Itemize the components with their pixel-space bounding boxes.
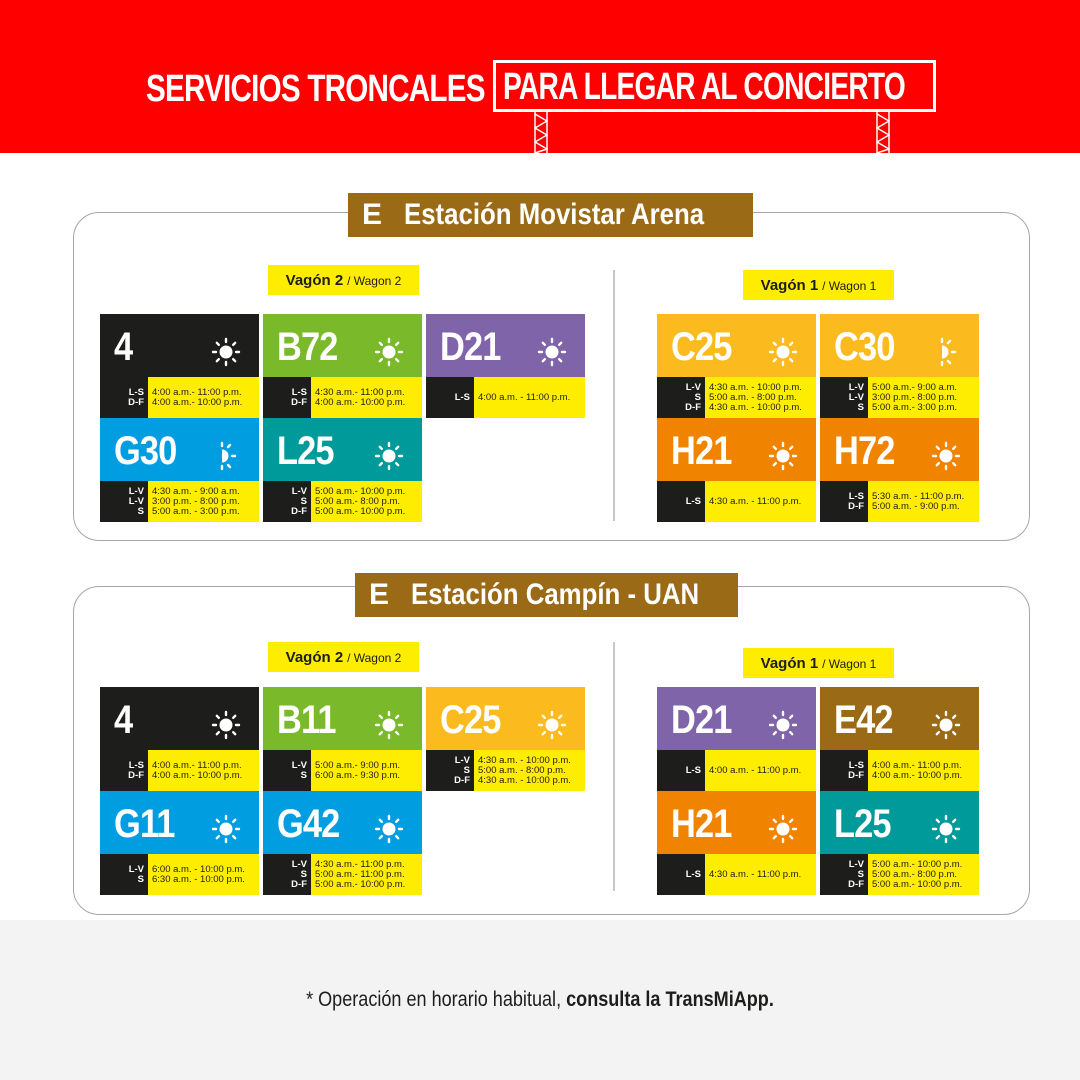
schedule-times bbox=[868, 481, 979, 522]
time-range: 5:00 a.m. - 3:00 p.m. bbox=[152, 505, 240, 517]
sun-icon bbox=[537, 337, 567, 367]
time-range: 5:00 a.m.- 10:00 p.m. bbox=[315, 878, 406, 890]
day-range: D-F bbox=[685, 401, 701, 413]
day-range: L-V bbox=[291, 485, 307, 497]
route-tile-h72 bbox=[820, 418, 979, 522]
route-code: G42 bbox=[277, 802, 340, 846]
time-range: 4:00 a.m.- 11:00 p.m. bbox=[872, 759, 962, 771]
day-range: L-S bbox=[128, 386, 144, 398]
footer-note-regular: * Operación en horario habitual, bbox=[306, 988, 562, 1011]
day-range: D-F bbox=[848, 769, 864, 781]
time-range: 4:30 a.m. - 10:00 p.m. bbox=[478, 774, 571, 786]
day-range: S bbox=[300, 769, 307, 781]
day-range: L-V bbox=[454, 754, 470, 766]
time-range: 5:00 a.m. - 8:00 p.m. bbox=[709, 391, 797, 403]
time-range: 4:00 a.m. - 11:00 p.m. bbox=[709, 764, 802, 776]
route-tile-d21 bbox=[657, 687, 816, 791]
route-tile-b72 bbox=[263, 314, 422, 418]
sun-icon bbox=[931, 814, 961, 844]
sun-icon bbox=[211, 337, 241, 367]
schedule-days bbox=[263, 854, 311, 895]
station-banner bbox=[355, 573, 738, 617]
route-header bbox=[820, 418, 979, 481]
schedule-days bbox=[263, 377, 311, 418]
schedule-times bbox=[868, 377, 979, 418]
time-range: 4:30 a.m. - 11:00 p.m. bbox=[709, 495, 802, 507]
wagon-label-light: / Wagon 2 bbox=[347, 651, 402, 665]
day-range: L-V bbox=[128, 863, 144, 875]
day-range: L-S bbox=[454, 391, 470, 403]
day-range: L-S bbox=[848, 490, 864, 502]
schedule-days bbox=[100, 854, 148, 895]
wagon-label bbox=[268, 642, 419, 672]
schedule-days bbox=[100, 750, 148, 791]
day-range: L-S bbox=[291, 386, 307, 398]
route-code: 4 bbox=[114, 325, 133, 369]
route-tile-h21 bbox=[657, 791, 816, 895]
day-range: L-S bbox=[848, 759, 864, 771]
schedule-times bbox=[474, 750, 585, 791]
time-range: 3:00 p.m.- 8:00 p.m. bbox=[872, 391, 958, 403]
sun-icon bbox=[211, 814, 241, 844]
time-range: 4:00 a.m.- 10:00 p.m. bbox=[152, 396, 243, 408]
station-code: E bbox=[369, 578, 390, 611]
schedule-times bbox=[311, 481, 422, 522]
time-range: 5:00 a.m.- 3:00 p.m. bbox=[872, 401, 958, 413]
schedule-days bbox=[657, 750, 705, 791]
route-header bbox=[657, 314, 816, 377]
schedule-days bbox=[657, 481, 705, 522]
route-code: H21 bbox=[671, 802, 732, 846]
time-range: 4:30 a.m.- 11:00 p.m. bbox=[315, 858, 405, 870]
sun-icon bbox=[931, 441, 961, 471]
day-range: L-V bbox=[291, 858, 307, 870]
time-range: 5:00 a.m.- 10:00 p.m. bbox=[872, 858, 963, 870]
header-banner bbox=[0, 0, 1080, 153]
footer-note bbox=[0, 988, 1080, 1012]
schedule-days bbox=[263, 481, 311, 522]
route-schedule bbox=[657, 854, 816, 895]
route-code: C25 bbox=[440, 698, 501, 742]
route-schedule bbox=[426, 377, 585, 418]
schedule-times bbox=[311, 750, 422, 791]
sun-icon bbox=[537, 710, 567, 740]
time-range: 4:00 a.m.- 11:00 p.m. bbox=[152, 386, 242, 398]
route-schedule bbox=[820, 854, 979, 895]
time-range: 6:00 a.m. - 10:00 p.m. bbox=[152, 863, 245, 875]
station-name: Estación Movistar Arena bbox=[404, 198, 705, 231]
truss-icon bbox=[876, 112, 890, 153]
schedule-days bbox=[657, 854, 705, 895]
wagon-label-bold: Vagón 1 bbox=[760, 277, 819, 294]
time-range: 5:30 a.m. - 11:00 p.m. bbox=[872, 490, 965, 502]
route-code: G30 bbox=[114, 429, 177, 473]
schedule-days bbox=[426, 377, 474, 418]
day-range: L-S bbox=[685, 764, 701, 776]
time-range: 5:00 a.m.- 11:00 p.m. bbox=[315, 868, 405, 880]
station-name: Estación Campín - UAN bbox=[411, 578, 700, 611]
time-range: 5:00 a.m. - 8:00 p.m. bbox=[478, 764, 566, 776]
schedule-times bbox=[311, 377, 422, 418]
day-range: S bbox=[857, 401, 864, 413]
time-range: 6:00 a.m.- 9:30 p.m. bbox=[315, 769, 401, 781]
route-tile-c25 bbox=[426, 687, 585, 791]
time-range: 5:00 a.m.- 10:00 p.m. bbox=[315, 505, 406, 517]
day-range: S bbox=[300, 868, 307, 880]
route-header bbox=[263, 314, 422, 377]
route-tile-l25 bbox=[820, 791, 979, 895]
sun-icon bbox=[374, 814, 404, 844]
wagon-label-bold: Vagón 2 bbox=[285, 649, 344, 666]
day-range: L-V bbox=[685, 381, 701, 393]
route-tile-c30 bbox=[820, 314, 979, 418]
header-title-left: SERVICIOS TRONCALES bbox=[146, 68, 485, 110]
schedule-days bbox=[100, 481, 148, 522]
day-range: L-S bbox=[685, 495, 701, 507]
route-schedule bbox=[263, 481, 422, 522]
wagon-label bbox=[743, 270, 894, 300]
route-code: C25 bbox=[671, 325, 732, 369]
route-tile-4 bbox=[100, 687, 259, 791]
day-range: S bbox=[463, 764, 470, 776]
day-range: D-F bbox=[291, 505, 307, 517]
schedule-times bbox=[148, 377, 259, 418]
schedule-days bbox=[820, 481, 868, 522]
day-range: D-F bbox=[848, 878, 864, 890]
time-range: 4:30 a.m. - 9:00 a.m. bbox=[152, 485, 240, 497]
day-range: L-V bbox=[291, 759, 307, 771]
day-range: L-V bbox=[848, 381, 864, 393]
schedule-times bbox=[868, 854, 979, 895]
route-schedule bbox=[263, 750, 422, 791]
route-tile-g42 bbox=[263, 791, 422, 895]
route-schedule bbox=[657, 750, 816, 791]
route-schedule bbox=[657, 481, 816, 522]
day-range: L-S bbox=[685, 868, 701, 880]
route-header bbox=[100, 791, 259, 854]
schedule-days bbox=[820, 854, 868, 895]
route-schedule bbox=[426, 750, 585, 791]
station-code: E bbox=[362, 198, 383, 231]
time-range: 5:00 a.m.- 8:00 p.m. bbox=[872, 868, 958, 880]
route-code: C30 bbox=[834, 325, 895, 369]
time-range: 5:00 a.m.- 9:00 p.m. bbox=[315, 759, 401, 771]
schedule-times bbox=[868, 750, 979, 791]
day-range: D-F bbox=[128, 396, 144, 408]
time-range: 4:30 a.m. - 10:00 p.m. bbox=[709, 381, 802, 393]
schedule-days bbox=[426, 750, 474, 791]
route-tile-g30 bbox=[100, 418, 259, 522]
route-header bbox=[100, 687, 259, 750]
time-range: 3:00 p.m. - 8:00 p.m. bbox=[152, 495, 240, 507]
sun-icon bbox=[768, 710, 798, 740]
sun-icon bbox=[374, 441, 404, 471]
sun-icon bbox=[931, 710, 961, 740]
sun-icon bbox=[768, 441, 798, 471]
schedule-times bbox=[148, 481, 259, 522]
half-sun-icon bbox=[931, 337, 961, 367]
sun-icon bbox=[768, 337, 798, 367]
time-range: 4:00 a.m.- 10:00 p.m. bbox=[315, 396, 406, 408]
day-range: D-F bbox=[291, 878, 307, 890]
route-header bbox=[657, 687, 816, 750]
day-range: D-F bbox=[848, 500, 864, 512]
day-range: L-V bbox=[848, 391, 864, 403]
footer-note-bold: consulta la TransMiApp. bbox=[566, 988, 774, 1011]
schedule-days bbox=[820, 750, 868, 791]
time-range: 5:00 a.m.- 9:00 a.m. bbox=[872, 381, 958, 393]
route-schedule bbox=[657, 377, 816, 418]
wagon-divider bbox=[613, 642, 615, 891]
day-range: S bbox=[694, 391, 701, 403]
time-range: 4:30 a.m. - 10:00 p.m. bbox=[709, 401, 802, 413]
route-tile-c25 bbox=[657, 314, 816, 418]
route-schedule bbox=[820, 750, 979, 791]
day-range: S bbox=[300, 495, 307, 507]
day-range: L-V bbox=[128, 485, 144, 497]
schedule-days bbox=[263, 750, 311, 791]
wagon-label-light: / Wagon 1 bbox=[822, 657, 877, 671]
schedule-times bbox=[148, 750, 259, 791]
route-tile-h21 bbox=[657, 418, 816, 522]
route-schedule bbox=[100, 377, 259, 418]
route-header bbox=[426, 687, 585, 750]
day-range: L-V bbox=[128, 495, 144, 507]
route-header bbox=[820, 687, 979, 750]
time-range: 5:00 a.m.- 10:00 p.m. bbox=[872, 878, 963, 890]
time-range: 4:30 a.m. - 10:00 p.m. bbox=[478, 754, 571, 766]
day-range: D-F bbox=[128, 769, 144, 781]
station-banner bbox=[348, 193, 753, 237]
day-range: L-V bbox=[848, 858, 864, 870]
route-schedule bbox=[820, 481, 979, 522]
route-code: G11 bbox=[114, 802, 175, 846]
sun-icon bbox=[374, 710, 404, 740]
time-range: 5:00 a.m. - 9:00 p.m. bbox=[872, 500, 960, 512]
route-tile-l25 bbox=[263, 418, 422, 522]
route-header bbox=[426, 314, 585, 377]
route-schedule bbox=[100, 750, 259, 791]
route-code: L25 bbox=[834, 802, 891, 846]
route-code: L25 bbox=[277, 429, 334, 473]
wagon-label-light: / Wagon 1 bbox=[822, 279, 877, 293]
sun-icon bbox=[211, 710, 241, 740]
route-code: D21 bbox=[440, 325, 501, 369]
route-header bbox=[657, 791, 816, 854]
wagon-label bbox=[268, 265, 419, 295]
sun-icon bbox=[374, 337, 404, 367]
route-header bbox=[100, 314, 259, 377]
day-range: D-F bbox=[454, 774, 470, 786]
route-tile-d21 bbox=[426, 314, 585, 418]
time-range: 4:00 a.m.- 11:00 p.m. bbox=[152, 759, 242, 771]
route-header bbox=[657, 418, 816, 481]
wagon-divider bbox=[613, 270, 615, 521]
route-tile-g11 bbox=[100, 791, 259, 895]
route-header bbox=[263, 418, 422, 481]
time-range: 4:30 a.m. - 11:00 p.m. bbox=[709, 868, 802, 880]
route-schedule bbox=[820, 377, 979, 418]
half-sun-icon bbox=[211, 441, 241, 471]
route-tile-b11 bbox=[263, 687, 422, 791]
time-range: 6:30 a.m. - 10:00 p.m. bbox=[152, 873, 245, 885]
route-schedule bbox=[100, 481, 259, 522]
wagon-label-bold: Vagón 1 bbox=[760, 655, 819, 672]
route-code: H21 bbox=[671, 429, 732, 473]
route-header bbox=[263, 687, 422, 750]
truss-icon bbox=[534, 112, 548, 153]
schedule-times bbox=[705, 377, 816, 418]
wagon-label bbox=[743, 648, 894, 678]
route-tile-e42 bbox=[820, 687, 979, 791]
route-code: B11 bbox=[277, 698, 336, 742]
schedule-days bbox=[657, 377, 705, 418]
schedule-times bbox=[705, 750, 816, 791]
schedule-times bbox=[148, 854, 259, 895]
route-code: 4 bbox=[114, 698, 133, 742]
route-code: H72 bbox=[834, 429, 895, 473]
time-range: 5:00 a.m.- 8:00 p.m. bbox=[315, 495, 401, 507]
route-header bbox=[263, 791, 422, 854]
route-code: D21 bbox=[671, 698, 732, 742]
route-schedule bbox=[263, 854, 422, 895]
time-range: 4:00 a.m.- 10:00 p.m. bbox=[152, 769, 243, 781]
day-range: S bbox=[137, 505, 144, 517]
route-schedule bbox=[263, 377, 422, 418]
schedule-days bbox=[820, 377, 868, 418]
schedule-times bbox=[705, 854, 816, 895]
schedule-times bbox=[474, 377, 585, 418]
time-range: 4:00 a.m. - 11:00 p.m. bbox=[478, 391, 571, 403]
header-title-right: PARA LLEGAR AL CONCIERTO bbox=[503, 66, 905, 108]
schedule-times bbox=[311, 854, 422, 895]
sun-icon bbox=[768, 814, 798, 844]
wagon-label-light: / Wagon 2 bbox=[347, 274, 402, 288]
time-range: 5:00 a.m.- 10:00 p.m. bbox=[315, 485, 406, 497]
day-range: L-S bbox=[128, 759, 144, 771]
day-range: S bbox=[857, 868, 864, 880]
route-tile-4 bbox=[100, 314, 259, 418]
time-range: 4:30 a.m.- 11:00 p.m. bbox=[315, 386, 405, 398]
day-range: D-F bbox=[291, 396, 307, 408]
day-range: S bbox=[137, 873, 144, 885]
time-range: 4:00 a.m.- 10:00 p.m. bbox=[872, 769, 963, 781]
route-code: E42 bbox=[834, 698, 893, 742]
schedule-days bbox=[100, 377, 148, 418]
route-header bbox=[100, 418, 259, 481]
schedule-times bbox=[705, 481, 816, 522]
route-header bbox=[820, 791, 979, 854]
route-code: B72 bbox=[277, 325, 338, 369]
wagon-label-bold: Vagón 2 bbox=[285, 272, 344, 289]
route-header bbox=[820, 314, 979, 377]
route-schedule bbox=[100, 854, 259, 895]
